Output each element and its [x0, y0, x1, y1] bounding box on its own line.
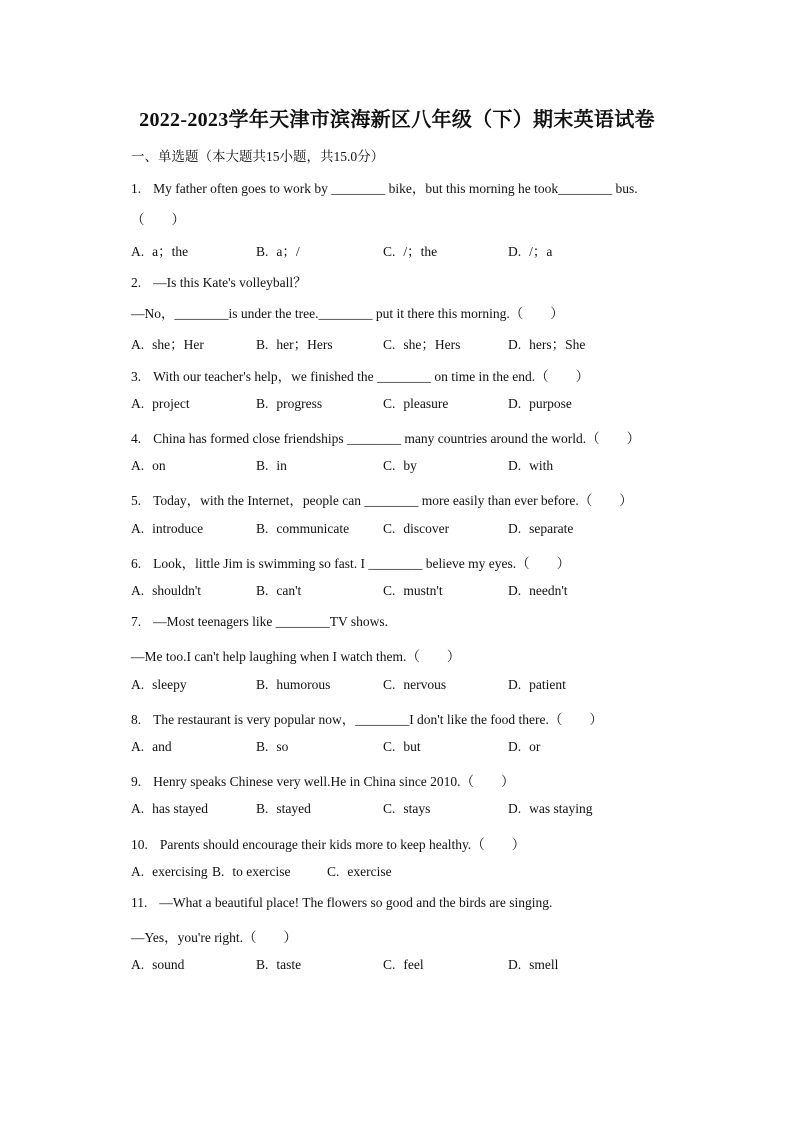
option-c: C. mustn't: [383, 583, 443, 598]
question-number: 4.: [131, 431, 142, 446]
exam-title: 2022-2023学年天津市滨海新区八年级（下）期末英语试卷: [139, 109, 655, 131]
option-c: C. nervous: [383, 677, 447, 692]
option-d: D. hers；She: [508, 337, 586, 352]
option-a: A. sound: [131, 957, 185, 972]
option-d: D. with: [508, 458, 554, 473]
option-b: B. taste: [256, 957, 302, 972]
question-stem: Henry speaks Chinese very well.He in China since 2010.（ ）: [153, 774, 515, 789]
option-d: D. separate: [508, 521, 574, 536]
question-10: [131, 833, 525, 853]
option-b: B. a；/: [256, 244, 300, 259]
option-c: C. she；Hers: [383, 337, 461, 352]
question-4: [131, 427, 640, 447]
option-a: A. on: [131, 458, 166, 473]
question-number: 8.: [131, 712, 142, 727]
question-1: [131, 177, 638, 197]
option-a: A. project: [131, 396, 190, 411]
option-a: A. and: [131, 739, 172, 754]
question-number: 6.: [131, 556, 142, 571]
question-stem: The restaurant is very popular now，________I don't like the food there.（ ）: [153, 712, 603, 727]
option-b: B. in: [256, 458, 287, 473]
option-c: C. discover: [383, 521, 450, 536]
option-b: B. so: [256, 739, 289, 754]
option-d: D. /；a: [508, 244, 553, 259]
question-number: 5.: [131, 493, 142, 508]
question-3: [131, 365, 589, 385]
question-stem: Look，little Jim is swimming so fast. I ________ believe my eyes.（ ）: [153, 556, 571, 571]
question-number: 9.: [131, 774, 142, 789]
question-stem: With our teacher's help，we finished the ________ on time in the end.（ ）: [153, 369, 590, 384]
option-d: D. smell: [508, 957, 559, 972]
question-9: [131, 770, 515, 790]
option-a: A. she；Her: [131, 337, 204, 352]
option-a: A. has stayed: [131, 801, 208, 816]
option-b: B. communicate: [256, 521, 350, 536]
option-a: A. introduce: [131, 521, 204, 536]
option-b: B. stayed: [256, 801, 311, 816]
option-d: D. needn't: [508, 583, 568, 598]
option-c: C. stays: [383, 801, 431, 816]
question-stem: Parents should encourage their kids more to keep healthy.（ ）: [159, 837, 526, 852]
option-c: C. pleasure: [383, 396, 449, 411]
question-stem: —What a beautiful place! The flowers so good and the birds are singing.: [159, 895, 553, 910]
option-d: D. or: [508, 739, 541, 754]
option-d: D. patient: [508, 677, 566, 692]
option-d: D. purpose: [508, 396, 572, 411]
question-8: [131, 708, 603, 728]
option-a: A. a；the: [131, 244, 189, 259]
option-c: C. by: [383, 458, 417, 473]
option-a: A. shouldn't: [131, 583, 202, 598]
option-c: C. but: [383, 739, 421, 754]
question-7: [131, 614, 388, 630]
option-c: C. /；the: [383, 244, 438, 259]
question-stem: China has formed close friendships ________ many countries around the world.（ ）: [153, 431, 641, 446]
question-number: 1.: [131, 181, 142, 196]
question-5: [131, 489, 633, 509]
option-c: C. feel: [383, 957, 424, 972]
question-2-cont: —No，________is under the tree.________ put it there this morning.（ ）: [131, 306, 564, 321]
question-11-cont: —Yes，you're right.（ ）: [131, 930, 298, 945]
question-6: [131, 552, 570, 572]
question-2: [131, 271, 307, 291]
section-heading: 一、单选题（本大题共15小题，共15.0分）: [131, 149, 385, 164]
option-b: B. her；Hers: [256, 337, 333, 352]
question-number: 2.: [131, 275, 142, 290]
question-1-cont: （ ）: [131, 212, 185, 227]
option-a: A. sleepy: [131, 677, 187, 692]
question-7-cont: —Me too.I can't help laughing when I watch them.（ ）: [131, 649, 461, 664]
question-stem: My father often goes to work by ________ bike，but this morning he took________ bus.: [153, 181, 638, 196]
option-c: C. exercise: [327, 864, 392, 879]
question-11: [131, 895, 552, 911]
question-stem: Today，with the Internet，people can ________ more easily than ever before.（ ）: [153, 493, 633, 508]
question-stem: —Most teenagers like ________TV shows.: [153, 614, 388, 629]
option-b: B. progress: [256, 396, 323, 411]
option-b: B. humorous: [256, 677, 331, 692]
option-d: D. was staying: [508, 801, 593, 816]
question-number: 10.: [131, 837, 148, 852]
question-stem: —Is this Kate's volleyball？: [153, 275, 307, 290]
question-number: 3.: [131, 369, 142, 384]
option-b: B. to exercise: [212, 864, 291, 879]
option-a: A. exercising: [131, 864, 208, 879]
option-b: B. can't: [256, 583, 302, 598]
question-number: 7.: [131, 614, 142, 629]
question-number: 11.: [131, 895, 148, 910]
